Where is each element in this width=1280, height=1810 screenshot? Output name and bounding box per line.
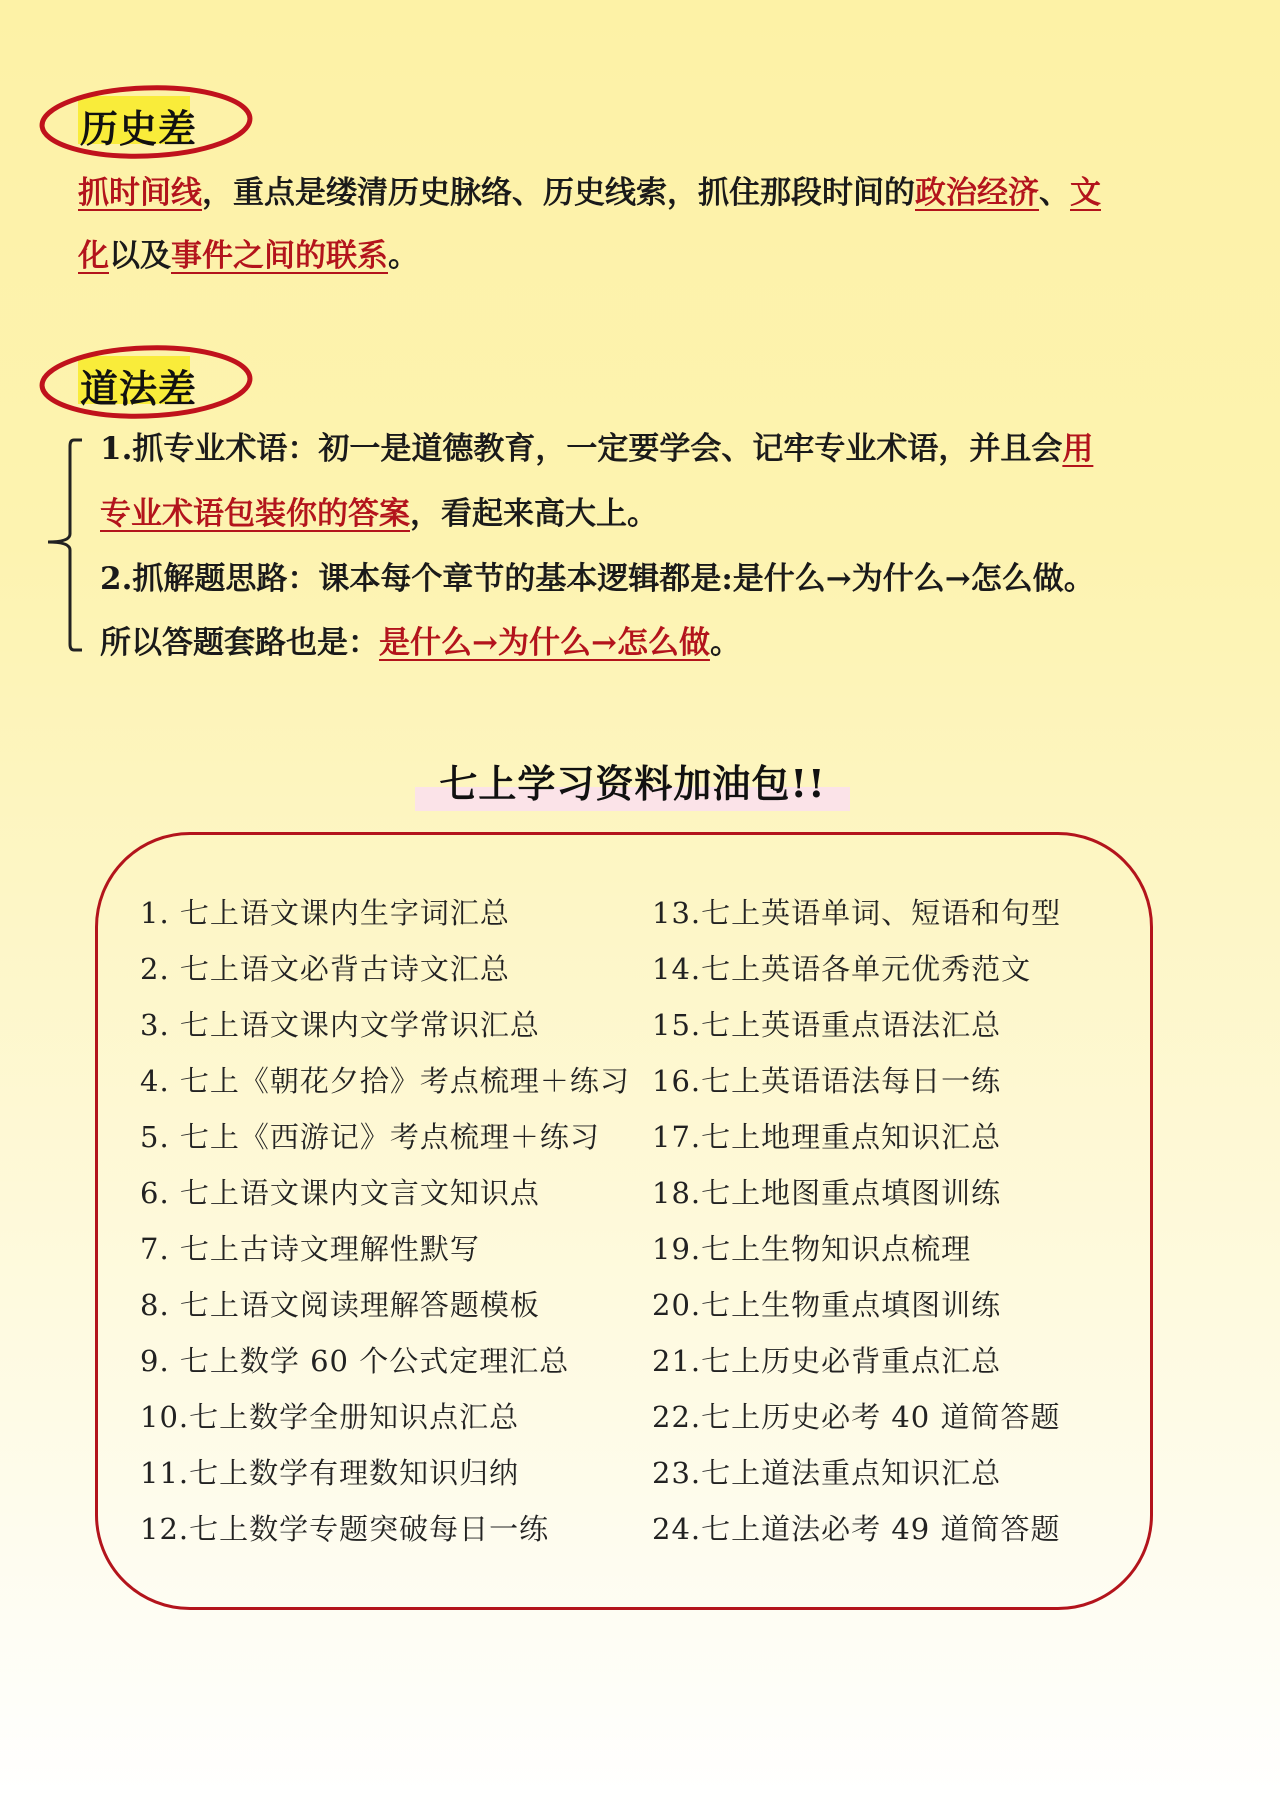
list-item: 10.七上数学全册知识点汇总 bbox=[140, 1400, 520, 1434]
list-item: 24.七上道法必考 49 道简答题 bbox=[652, 1512, 1061, 1546]
paragraph-text: 2.抓解题思路：课本每个章节的基本逻辑都是:是什么→为什么→怎么做。 bbox=[100, 561, 1095, 597]
list-item: 11.七上数学有理数知识归纳 bbox=[140, 1456, 520, 1490]
list-item: 12.七上数学专题突破每日一练 bbox=[140, 1512, 550, 1546]
list-item: 20.七上生物重点填图训练 bbox=[652, 1288, 1002, 1322]
daofa-heading bbox=[36, 342, 256, 422]
resource-list-right bbox=[652, 885, 1061, 1557]
paragraph-text: 。 bbox=[709, 625, 741, 661]
paragraph-text: ，重点是缕清历史脉络、历史线索，抓住那段时间的 bbox=[202, 175, 915, 211]
resource-pack-title-text: 七上学习资料加油包!! bbox=[439, 761, 826, 806]
resource-pack-title bbox=[415, 753, 850, 811]
paragraph-text: 所以答题套路也是： bbox=[100, 625, 379, 661]
list-item: 15.七上英语重点语法汇总 bbox=[652, 1008, 1002, 1042]
list-item: 22.七上历史必考 40 道简答题 bbox=[652, 1400, 1061, 1434]
highlight-phrase: 政治经济 bbox=[915, 175, 1039, 211]
daofa-line3 bbox=[100, 548, 1095, 611]
highlight-phrase: 化 bbox=[78, 238, 109, 274]
history-paragraph-line1 bbox=[78, 162, 1101, 225]
list-item: 21.七上历史必背重点汇总 bbox=[652, 1344, 1002, 1378]
list-item: 19.七上生物知识点梳理 bbox=[652, 1232, 972, 1266]
list-item: 16.七上英语语法每日一练 bbox=[652, 1064, 1002, 1098]
list-item: 8. 七上语文阅读理解答题模板 bbox=[140, 1288, 540, 1322]
paragraph-text: 。 bbox=[388, 238, 419, 274]
history-heading-text: 历史差 bbox=[80, 106, 198, 151]
list-item: 5. 七上《西游记》考点梳理＋练习 bbox=[140, 1120, 600, 1154]
paragraph-text: 、 bbox=[1039, 175, 1070, 211]
list-item: 6. 七上语文课内文言文知识点 bbox=[140, 1176, 540, 1210]
list-item: 9. 七上数学 60 个公式定理汇总 bbox=[140, 1344, 570, 1378]
highlight-phrase: 是什么→为什么→怎么做 bbox=[379, 625, 710, 661]
daofa-line1 bbox=[100, 418, 1093, 481]
brace-icon bbox=[42, 432, 102, 662]
highlight-phrase: 事件之间的联系 bbox=[171, 238, 388, 274]
highlight-phrase: 抓时间线 bbox=[78, 175, 202, 211]
highlight-phrase: 专业术语包装你的答案 bbox=[100, 496, 410, 532]
list-item: 14.七上英语各单元优秀范文 bbox=[652, 952, 1032, 986]
paragraph-text: 1.抓专业术语：初一是道德教育，一定要学会、记牢专业术语，并且会 bbox=[100, 431, 1063, 467]
list-item: 3. 七上语文课内文学常识汇总 bbox=[140, 1008, 540, 1042]
paragraph-text: ，看起来高大上。 bbox=[410, 496, 658, 532]
list-item: 1. 七上语文课内生字词汇总 bbox=[140, 896, 510, 930]
history-paragraph-line2 bbox=[78, 225, 419, 288]
highlight-phrase: 文 bbox=[1070, 175, 1101, 211]
daofa-line2 bbox=[100, 483, 658, 546]
list-item: 4. 七上《朝花夕拾》考点梳理＋练习 bbox=[140, 1064, 630, 1098]
daofa-heading-text: 道法差 bbox=[80, 366, 198, 411]
list-item: 2. 七上语文必背古诗文汇总 bbox=[140, 952, 510, 986]
history-heading bbox=[36, 82, 256, 162]
list-item: 18.七上地图重点填图训练 bbox=[652, 1176, 1002, 1210]
list-item: 13.七上英语单词、短语和句型 bbox=[652, 896, 1062, 930]
list-item: 23.七上道法重点知识汇总 bbox=[652, 1456, 1002, 1490]
daofa-line4 bbox=[100, 612, 741, 675]
resource-list-left bbox=[140, 885, 630, 1557]
paragraph-text: 以及 bbox=[109, 238, 171, 274]
list-item: 7. 七上古诗文理解性默写 bbox=[140, 1232, 480, 1266]
list-item: 17.七上地理重点知识汇总 bbox=[652, 1120, 1002, 1154]
highlight-phrase: 用 bbox=[1062, 431, 1094, 467]
